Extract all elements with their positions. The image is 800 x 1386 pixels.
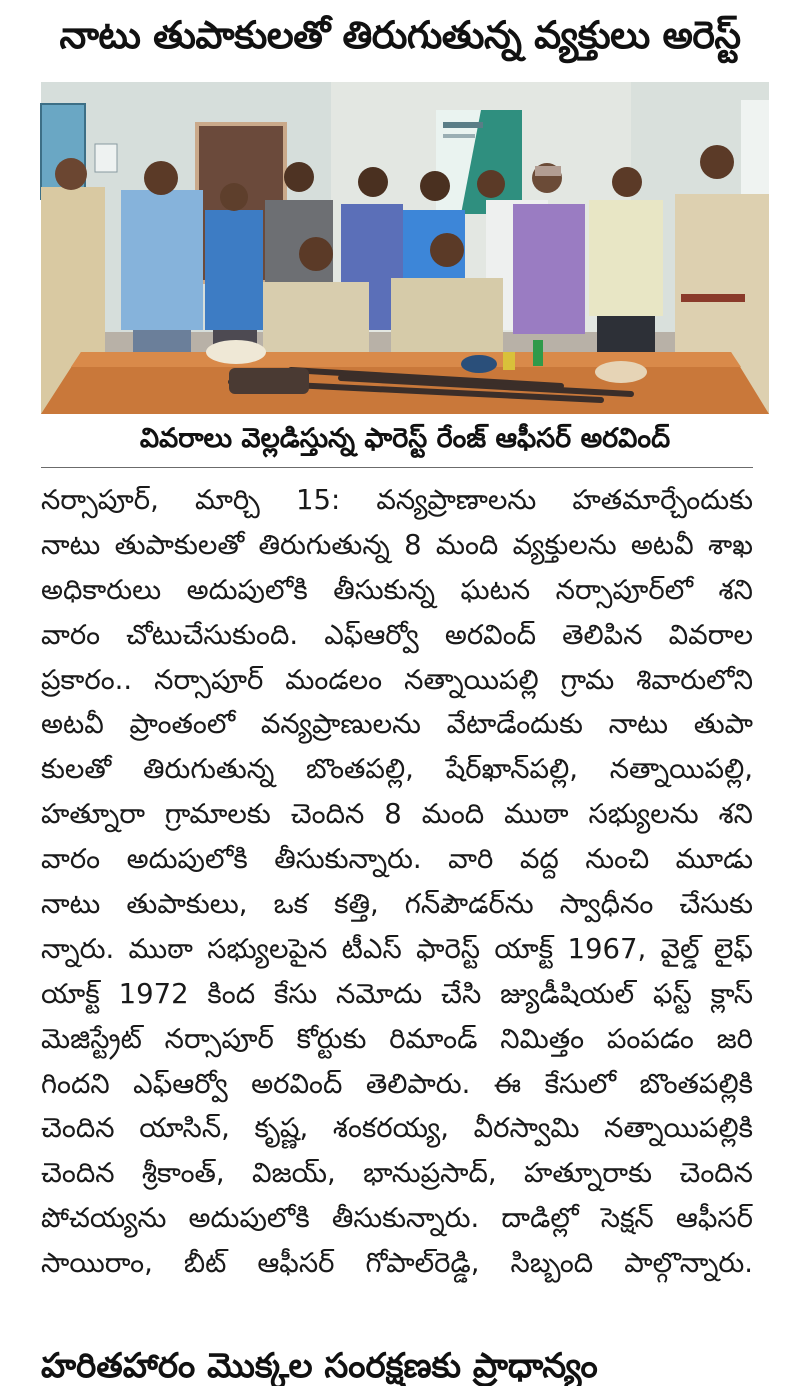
next-article-headline-cut bbox=[41, 1336, 753, 1386]
article-line: యాక్ట్ 1972 కింద కేసు నమోదు చేసి జ్యుడీషియల్ ఫస్ట్ క్లాస్ bbox=[41, 977, 753, 1010]
article-line: నర్సాపూర్, మార్చి 15: వన్యప్రాణాలను హతమార్చేందుకు bbox=[41, 484, 753, 516]
article-headline: నాటు తుపాకులతో తిరుగుతున్న వ్యక్తులు అరెస్ట్ bbox=[59, 13, 741, 57]
article-line: కులతో తిరుగుతున్న బొంతపల్లి, షేర్‌ఖాన్‌పల్లి, నత్నాయిపల్లి, bbox=[41, 753, 753, 786]
article-line: నాటు తుపాకులు, ఒక కత్తి, గన్‌పౌడర్‌ను స్వాధీనం చేసుకు bbox=[41, 888, 753, 921]
article-line: వారం చోటుచేసుకుంది. ఎఫ్ఆర్వో అరవింద్ తెలిపిన వివరాల bbox=[41, 618, 753, 651]
photo-caption: వివరాలు వెల్లడిస్తున్న ఫారెస్ట్ రేంజ్ ఆఫీసర్ అరవింద్ bbox=[139, 423, 671, 454]
article-line: చెందిన శ్రీకాంత్, విజయ్, భానుప్రసాద్, హత్నూరాకు చెందిన bbox=[41, 1157, 753, 1190]
article-line: సాయిరాం, బీట్ ఆఫీసర్ గోపాల్‌రెడ్డి, సిబ్బంది పాల్గొన్నారు. bbox=[41, 1247, 753, 1280]
article-line: అటవీ ప్రాంతంలో వన్యప్రాణులను వేటాడేందుకు నాటు తుపా bbox=[41, 708, 753, 741]
article-body bbox=[41, 478, 753, 1286]
article-line: నాటు తుపాకులతో తిరుగుతున్న 8 మంది వ్యక్తులను అటవీ శాఖ bbox=[41, 528, 753, 561]
article-line: గిందని ఎఫ్ఆర్వో అరవింద్ తెలిపారు. ఈ కేసులో బొంతపల్లికి bbox=[41, 1067, 753, 1100]
news-photo bbox=[41, 82, 769, 414]
article-line: పోచయ్యను అదుపులోకి తీసుకున్నారు. దాడిల్లో సెక్షన్ ఆఫీసర్ bbox=[41, 1202, 753, 1235]
article-line: అధికారులు అదుపులోకి తీసుకున్న ఘటన నర్సాపూర్‌లో శని bbox=[41, 573, 753, 606]
article-line: ప్రకారం.. నర్సాపూర్ మండలం నత్నాయిపల్లి గ్రామ శివారులోని bbox=[41, 663, 753, 696]
article-line: న్నారు. ముఠా సభ్యులపైన టీఎస్ ఫారెస్ట్ యాక్ట్ 1967, వైల్డ్ లైఫ్ bbox=[41, 932, 753, 965]
next-article-headline: హరితహారం మొక్కల సంరక్షణకు ప్రాధాన్యం bbox=[41, 1346, 598, 1386]
caption-divider bbox=[41, 467, 753, 468]
article-line: వారం అదుపులోకి తీసుకున్నారు. వారి వద్ద నుంచి మూడు bbox=[41, 843, 753, 876]
article-line: మెజిస్ట్రేట్ నర్సాపూర్ కోర్టుకు రిమాండ్ నిమిత్తం పంపడం జరి bbox=[41, 1022, 753, 1055]
article-line: చెందిన యాసిన్, కృష్ణ, శంకరయ్య, వీరస్వామి నత్నాయిపల్లికి bbox=[41, 1112, 753, 1145]
article-line: హత్నూరా గ్రామాలకు చెందిన 8 మంది ముఠా సభ్యులను శని bbox=[41, 798, 753, 831]
